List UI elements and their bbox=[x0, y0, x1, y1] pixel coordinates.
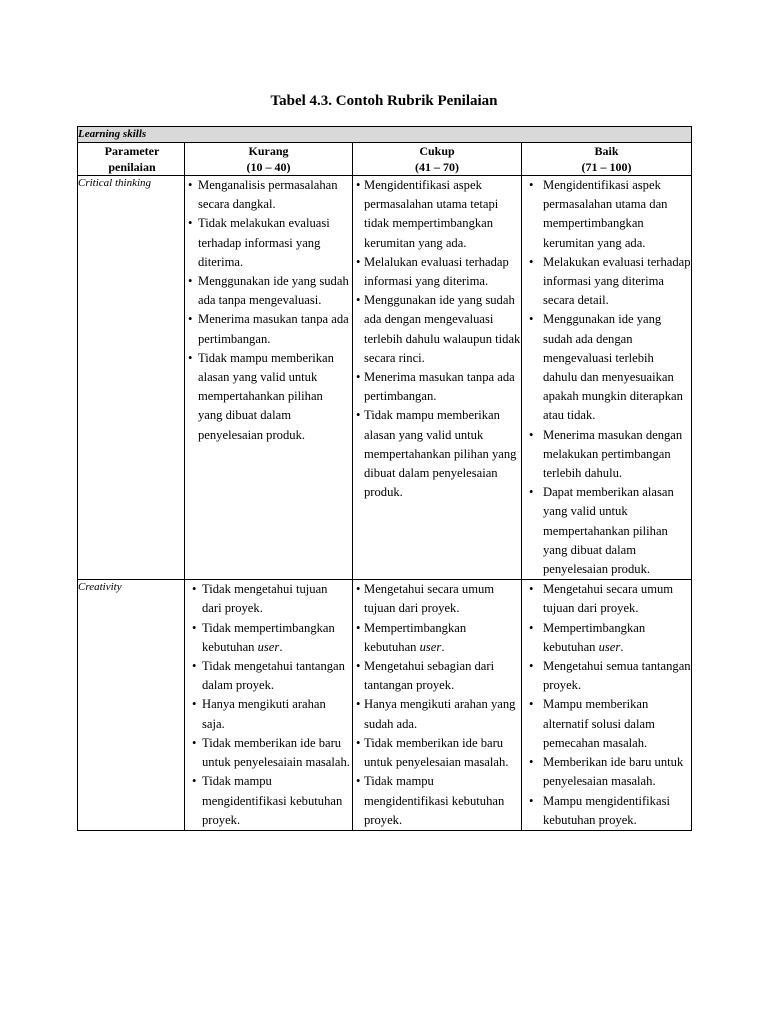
cukup-cell bbox=[353, 580, 522, 831]
cukup-list bbox=[353, 176, 521, 502]
header-parameter-line2: penilaian bbox=[108, 160, 156, 174]
text-segment: . bbox=[279, 639, 283, 654]
italic-term: user bbox=[257, 639, 280, 654]
text-segment: Mempertimbangkan kebutuhan bbox=[543, 620, 646, 654]
list-item: • Tidak memberikan ide baru untuk penyelesaian masalah. bbox=[353, 734, 521, 772]
list-item: • Tidak mengetahui tujuan dari proyek. bbox=[189, 580, 352, 618]
cukup-list bbox=[353, 580, 521, 830]
header-row bbox=[78, 143, 692, 176]
header-baik bbox=[522, 143, 692, 176]
list-item: • Menerima masukan tanpa ada pertimbangan. bbox=[185, 310, 352, 348]
text-segment: . bbox=[620, 639, 624, 654]
header-parameter-line1: Parameter bbox=[104, 144, 160, 158]
baik-cell bbox=[522, 176, 692, 580]
list-item: • Hanya mengikuti arahan saja. bbox=[189, 695, 352, 733]
rubric-row-critical-thinking bbox=[78, 176, 692, 580]
italic-term: user bbox=[598, 639, 621, 654]
header-kurang bbox=[185, 143, 353, 176]
list-item bbox=[189, 619, 352, 657]
baik-list bbox=[522, 176, 691, 579]
section-row bbox=[78, 127, 692, 143]
section-label: Learning skills bbox=[78, 127, 692, 143]
list-item: • Mengetahui semua tantangan proyek. bbox=[522, 657, 691, 695]
cukup-cell bbox=[353, 176, 522, 580]
baik-list bbox=[522, 580, 691, 830]
rubric-table bbox=[77, 126, 692, 831]
list-item: • Mengetahui secara umum tujuan dari proyek. bbox=[353, 580, 521, 618]
header-baik-range: (71 – 100) bbox=[581, 160, 632, 174]
list-item: • Tidak mampu memberikan alasan yang valid untuk mempertahankan pilihan yang dibuat dalam penyelesaian produk. bbox=[353, 406, 521, 502]
list-item: • Mampu mengidentifikasi kebutuhan proyek. bbox=[522, 792, 691, 830]
text-segment: Tidak mempertimbangkan kebutuhan bbox=[202, 620, 335, 654]
skill-name: Critical thinking bbox=[78, 176, 185, 580]
list-item: • Tidak mampu mengidentifikasi kebutuhan proyek. bbox=[189, 772, 352, 830]
text-segment: Mempertimbangkan kebutuhan bbox=[364, 620, 467, 654]
italic-term: user bbox=[419, 639, 442, 654]
rubric-row-creativity bbox=[78, 580, 692, 831]
list-item: • Mengidentifikasi aspek permasalahan utama tetapi tidak mempertimbangkan kerumitan yang ada. bbox=[353, 176, 521, 253]
list-item: • Menggunakan ide yang sudah ada dengan mengevaluasi terlebih dahulu walaupun tidak secara rinci. bbox=[353, 291, 521, 368]
list-item: • Tidak memberikan ide baru untuk penyelesaiain masalah. bbox=[189, 734, 352, 772]
list-item: • Memberikan ide baru untuk penyelesaian masalah. bbox=[522, 753, 691, 791]
skill-name: Creativity bbox=[78, 580, 185, 831]
text-segment: . bbox=[441, 639, 445, 654]
list-item: • Menerima masukan dengan melakukan pertimbangan terlebih dahulu. bbox=[522, 426, 691, 484]
list-item bbox=[353, 619, 521, 657]
table-title: Tabel 4.3. Contoh Rubrik Penilaian bbox=[270, 93, 498, 109]
list-item: • Tidak mampu memberikan alasan yang valid untuk mempertahankan pilihan yang dibuat dalam penyelesaian produk. bbox=[185, 349, 352, 445]
kurang-cell bbox=[185, 176, 353, 580]
header-cukup bbox=[353, 143, 522, 176]
list-item: • Melalukan evaluasi terhadap informasi yang diterima. bbox=[353, 253, 521, 291]
list-item: • Mengetahui sebagian dari tantangan proyek. bbox=[353, 657, 521, 695]
header-cukup-label: Cukup bbox=[419, 144, 455, 158]
list-item: • Menggunakan ide yang sudah ada dengan mengevaluasi terlebih dahulu dan menyesuaikan apakah mungkin diterapkan atau tidak. bbox=[522, 310, 691, 425]
list-item: • Mampu memberikan alternatif solusi dalam pemecahan masalah. bbox=[522, 695, 691, 753]
list-item: • Menerima masukan tanpa ada pertimbangan. bbox=[353, 368, 521, 406]
header-kurang-label: Kurang bbox=[248, 144, 289, 158]
list-item: • Mengetahui secara umum tujuan dari proyek. bbox=[522, 580, 691, 618]
kurang-cell bbox=[185, 580, 353, 831]
header-parameter bbox=[78, 143, 185, 176]
list-item: • Menggunakan ide yang sudah ada tanpa mengevaluasi. bbox=[185, 272, 352, 310]
list-item: • Hanya mengikuti arahan yang sudah ada. bbox=[353, 695, 521, 733]
list-item: • Dapat memberikan alasan yang valid untuk mempertahankan pilihan yang dibuat dalam penyelesaian produk. bbox=[522, 483, 691, 579]
header-cukup-range: (41 – 70) bbox=[415, 160, 459, 174]
list-item: • Menganalisis permasalahan secara dangkal. bbox=[185, 176, 352, 214]
list-item: • Mengidentifikasi aspek permasalahan utama dan mempertimbangkan kerumitan yang ada. bbox=[522, 176, 691, 253]
kurang-list bbox=[185, 580, 352, 830]
list-item: • Tidak mampu mengidentifikasi kebutuhan proyek. bbox=[353, 772, 521, 830]
list-item: • Melakukan evaluasi terhadap informasi yang diterima secara detail. bbox=[522, 253, 691, 311]
kurang-list bbox=[185, 176, 352, 445]
baik-cell bbox=[522, 580, 692, 831]
header-kurang-range: (10 – 40) bbox=[246, 160, 291, 174]
list-item bbox=[522, 619, 691, 657]
header-baik-label: Baik bbox=[594, 144, 619, 158]
list-item: • Tidak melakukan evaluasi terhadap informasi yang diterima. bbox=[185, 214, 352, 272]
list-item: • Tidak mengetahui tantangan dalam proyek. bbox=[189, 657, 352, 695]
